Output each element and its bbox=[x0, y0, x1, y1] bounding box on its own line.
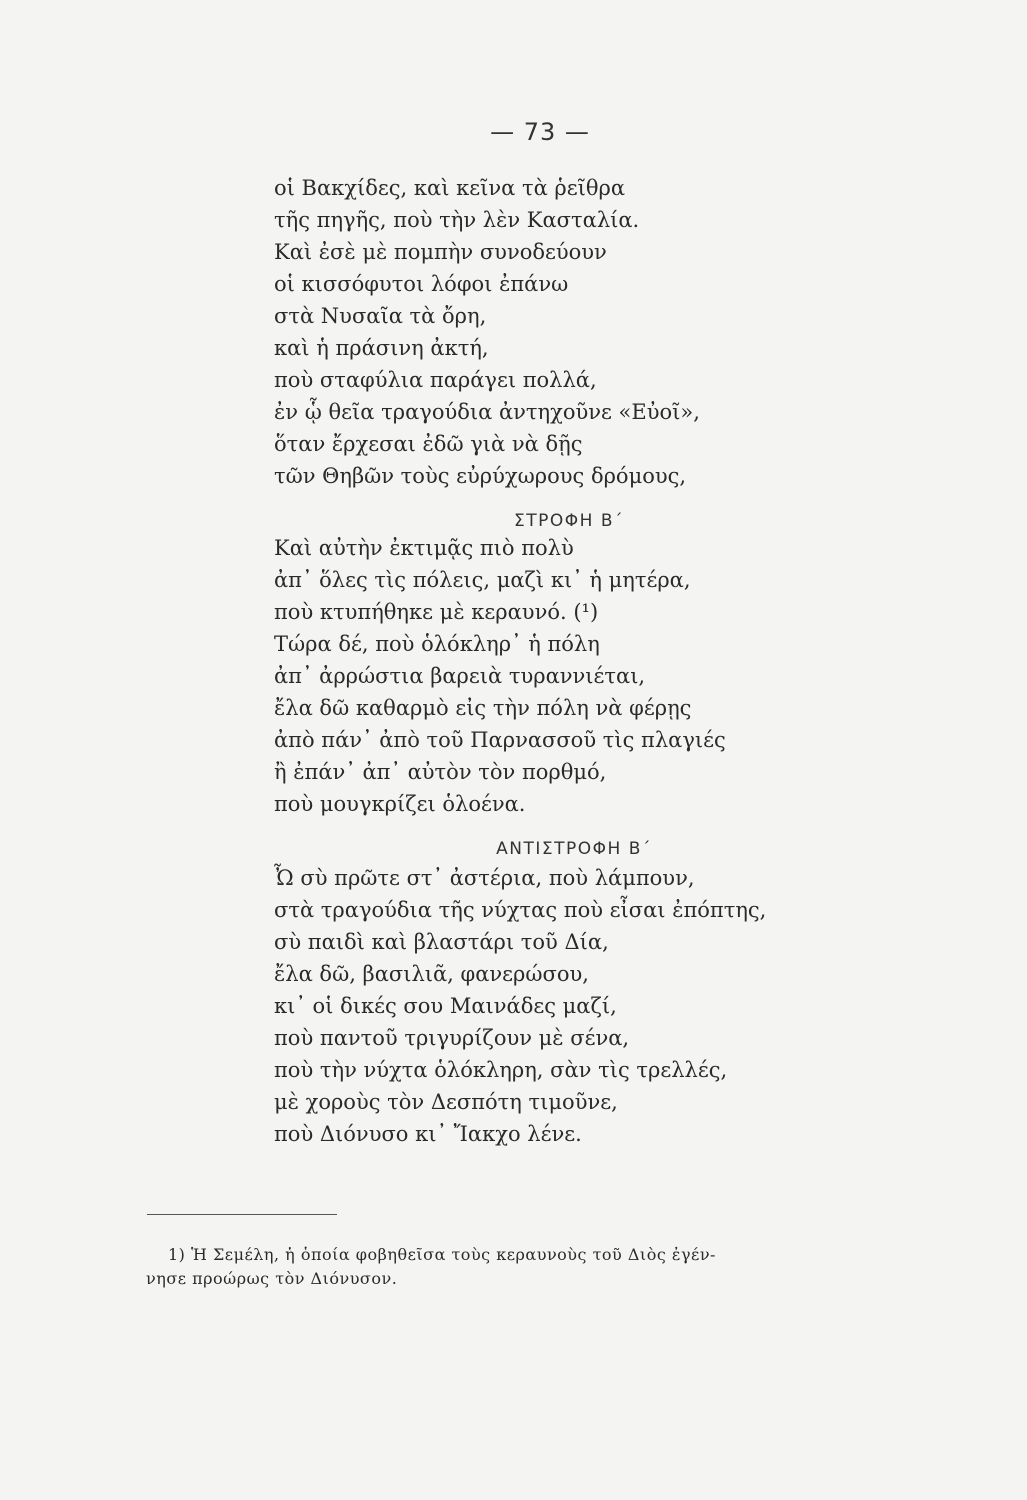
poem-text bbox=[274, 172, 834, 1150]
verse-line: οἱ κισσόφυτοι λόφοι ἐπάνω bbox=[274, 272, 569, 296]
verse-line: Καὶ ἐσὲ μὲ πομπὴν συνοδεύουν bbox=[274, 240, 607, 264]
verse-line: κι᾽ οἱ δικές σου Μαινάδες μαζί, bbox=[274, 994, 617, 1018]
page-number: — 73 — bbox=[490, 118, 590, 146]
verse-line: Ὦ σὺ πρῶτε στ᾽ ἀστέρια, ποὺ λάμπουν, bbox=[274, 866, 695, 890]
verse-line: ἐν ᾧ θεῖα τραγούδια ἀντηχοῦνε «Εὐοῖ», bbox=[274, 400, 700, 424]
verse-line: ἀπὸ πάν᾽ ἀπὸ τοῦ Παρνασσοῦ τὶς πλαγιές bbox=[274, 728, 726, 752]
verse-line: ἢ ἐπάν᾽ ἀπ᾽ αὐτὸν τὸν πορθμό, bbox=[274, 760, 607, 784]
verse-line: στὰ τραγούδια τῆς νύχτας ποὺ εἶσαι ἐπόπτης, bbox=[274, 898, 767, 922]
footnote-line: νησε προώρως τὸν Διόνυσον. bbox=[146, 1269, 398, 1288]
verse-line: μὲ χοροὺς τὸν Δεσπότη τιμοῦνε, bbox=[274, 1090, 618, 1114]
verse-line: στὰ Νυσαῖα τὰ ὄρη, bbox=[274, 304, 487, 328]
footnote-divider bbox=[147, 1214, 337, 1215]
verse-line: ἔλα δῶ καθαρμὸ εἰς τὴν πόλη νὰ φέρῃς bbox=[274, 696, 692, 720]
verse-line: ποὺ σταφύλια παράγει πολλά, bbox=[274, 368, 597, 392]
verse-line: ποὺ μουγκρίζει ὁλοένα. bbox=[274, 792, 526, 816]
verse-line: σὺ παιδὶ καὶ βλαστάρι τοῦ Δία, bbox=[274, 930, 609, 954]
verse-line: τῆς πηγῆς, ποὺ τὴν λὲν Κασταλία. bbox=[274, 208, 640, 232]
verse-line: ποὺ τὴν νύχτα ὁλόκληρη, σὰν τὶς τρελλές, bbox=[274, 1058, 728, 1082]
stanza-3 bbox=[274, 862, 834, 1150]
verse-line: τῶν Θηβῶν τοὺς εὐρύχωρους δρόμους, bbox=[274, 464, 687, 488]
verse-line: ποὺ παντοῦ τριγυρίζουν μὲ σένα, bbox=[274, 1026, 630, 1050]
footnote-line: 1) Ἡ Σεμέλη, ἡ ὁποία φοβηθεῖσα τοὺς κεραυνοὺς τοῦ Διὸς ἐγέν- bbox=[168, 1245, 716, 1264]
verse-line: Τώρα δέ, ποὺ ὁλόκληρ᾽ ἡ πόλη bbox=[274, 632, 600, 656]
verse-line: ἀπ᾽ ὅλες τὶς πόλεις, μαζὶ κι᾽ ἡ μητέρα, bbox=[274, 568, 691, 592]
verse-line: ἀπ᾽ ἀρρώστια βαρειὰ τυραννιέται, bbox=[274, 664, 646, 688]
section-heading-antistrophe: ΑΝΤΙΣΤΡΟΦΗ Β΄ bbox=[496, 839, 652, 859]
verse-line: οἱ Βακχίδες, καὶ κεῖνα τὰ ῥεῖθρα bbox=[274, 176, 626, 200]
verse-line: ποὺ κτυπήθηκε μὲ κεραυνό. (¹) bbox=[274, 600, 599, 624]
verse-line: ὅταν ἔρχεσαι ἐδῶ γιὰ νὰ δῇς bbox=[274, 432, 583, 456]
verse-line: ἔλα δῶ, βασιλιᾶ, φανερώσου, bbox=[274, 962, 589, 986]
stanza-2 bbox=[274, 532, 834, 820]
footnote bbox=[146, 1243, 868, 1291]
verse-line: Καὶ αὐτὴν ἐκτιμᾷς πιὸ πολὺ bbox=[274, 536, 574, 560]
stanza-1 bbox=[274, 172, 834, 492]
verse-line: καὶ ἡ πράσινη ἀκτή, bbox=[274, 336, 489, 360]
verse-line: ποὺ Διόνυσο κι᾽ Ἴακχο λένε. bbox=[274, 1122, 582, 1146]
section-heading-strophe: ΣΤΡΟΦΗ Β΄ bbox=[514, 511, 624, 531]
